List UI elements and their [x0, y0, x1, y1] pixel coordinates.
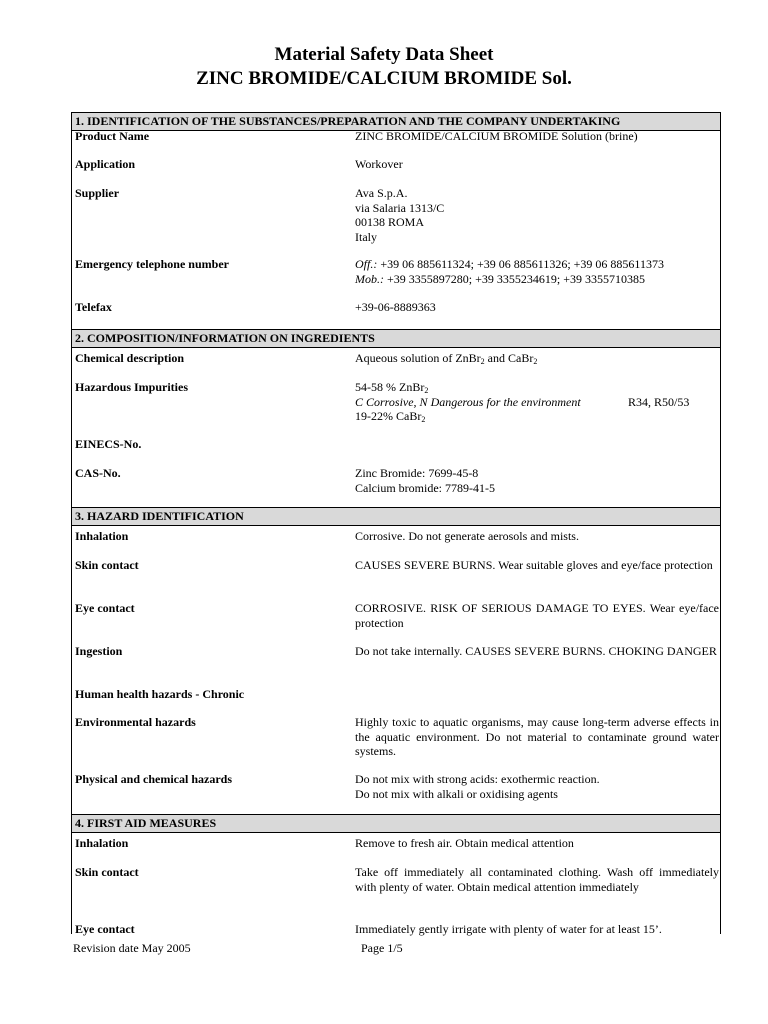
field-label: Eye contact — [75, 922, 135, 936]
field-value: CAUSES SEVERE BURNS. Wear suitable gloves and eye/face protection — [355, 558, 713, 572]
address-line: Italy — [355, 229, 377, 244]
field-label: Chemical description — [75, 351, 184, 365]
field-value: Do not take internally. CAUSES SEVERE BURNS. CHOKING DANGER — [355, 644, 717, 658]
field-value: Workover — [355, 157, 403, 171]
document-subtitle: ZINC BROMIDE/CALCIUM BROMIDE Sol. — [196, 68, 572, 89]
office-prefix: Off.: — [355, 257, 378, 271]
mobile-numbers: +39 3355897280; +39 3355234619; +39 3355710385 — [384, 271, 645, 286]
field-label: Hazardous Impurities — [75, 380, 189, 394]
risk-phrases: R34, R50/53 — [628, 394, 690, 409]
address-line: via Salaria 1313/C — [355, 200, 445, 215]
field-value: Take off immediately all contaminated clothing. Wash off immediately with plenty of water. Obtain medical attention immediately — [355, 865, 719, 894]
section-hazard-identification — [71, 507, 721, 815]
field-label: Eye contact — [75, 601, 135, 615]
field-label: Product Name — [75, 129, 150, 143]
field-value: Highly toxic to aquatic organisms, may cause long-term adverse effects in the aquatic environment. Do not material to contaminate ground water systems. — [355, 715, 719, 758]
field-value — [355, 257, 719, 286]
revision-date: Revision date May 2005 — [73, 941, 191, 955]
section-identification — [71, 112, 721, 330]
field-label: Skin contact — [75, 558, 139, 572]
page-number: Page 1/5 — [361, 941, 403, 955]
section-first-aid — [71, 814, 721, 934]
field-value: Immediately gently irrigate with plenty of water for at least 15’. — [355, 922, 662, 936]
field-label: Human health hazards - Chronic — [75, 687, 245, 701]
field-label: Inhalation — [75, 529, 129, 543]
field-label: Skin contact — [75, 865, 139, 879]
field-label: Supplier — [75, 186, 120, 200]
section-heading: 3. HAZARD IDENTIFICATION — [72, 508, 720, 526]
field-label: Physical and chemical hazards — [75, 772, 233, 786]
field-label: EINECS-No. — [75, 437, 142, 451]
section-heading: 4. FIRST AID MEASURES — [72, 815, 720, 833]
field-value: 54-58 % ZnBr$_2$ C Corrosive, N Dangerous for the environment R34, R50/53 19-22% CaBr$_2$ — [355, 380, 690, 424]
field-value: Corrosive. Do not generate aerosols and mists. — [355, 529, 579, 543]
field-value: CORROSIVE. RISK OF SERIOUS DAMAGE TO EYES. Wear eye/face protection — [355, 601, 719, 630]
field-value: Aqueous solution of ZnBr$_2$ and CaBr$_2$ — [355, 351, 538, 366]
field-label: Application — [75, 157, 136, 171]
section-heading: 1. IDENTIFICATION OF THE SUBSTANCES/PREPARATION AND THE COMPANY UNDERTAKING — [72, 113, 720, 131]
field-label: Emergency telephone number — [75, 257, 229, 271]
document-title: Material Safety Data Sheet — [274, 44, 494, 65]
field-value: Zinc Bromide: 7699-45-8 Calcium bromide: 7789-41-5 — [355, 466, 495, 495]
section-composition — [71, 329, 721, 508]
field-label: Inhalation — [75, 836, 129, 850]
field-value: Do not mix with strong acids: exothermic reaction. Do not mix with alkali or oxidising agents — [355, 772, 600, 801]
section-heading: 2. COMPOSITION/INFORMATION ON INGREDIENTS — [72, 330, 720, 348]
field-value: ZINC BROMIDE/CALCIUM BROMIDE Solution (brine) — [355, 129, 638, 143]
field-label: CAS-No. — [75, 466, 121, 480]
address-line: 00138 ROMA — [355, 215, 425, 229]
office-numbers: +39 06 885611324; +39 06 885611326; +39 06 885611373 — [377, 257, 664, 271]
supplier-address — [355, 186, 719, 244]
field-value: Remove to fresh air. Obtain medical attention — [355, 836, 574, 850]
field-value: +39-06-8889363 — [355, 300, 436, 314]
field-label: Environmental hazards — [75, 715, 196, 729]
field-label: Telefax — [75, 300, 112, 314]
hazard-classification: C Corrosive, N Dangerous for the environment — [355, 394, 581, 409]
address-line: Ava S.p.A. — [355, 186, 408, 200]
mobile-prefix: Mob.: — [355, 271, 384, 286]
field-label: Ingestion — [75, 644, 123, 658]
